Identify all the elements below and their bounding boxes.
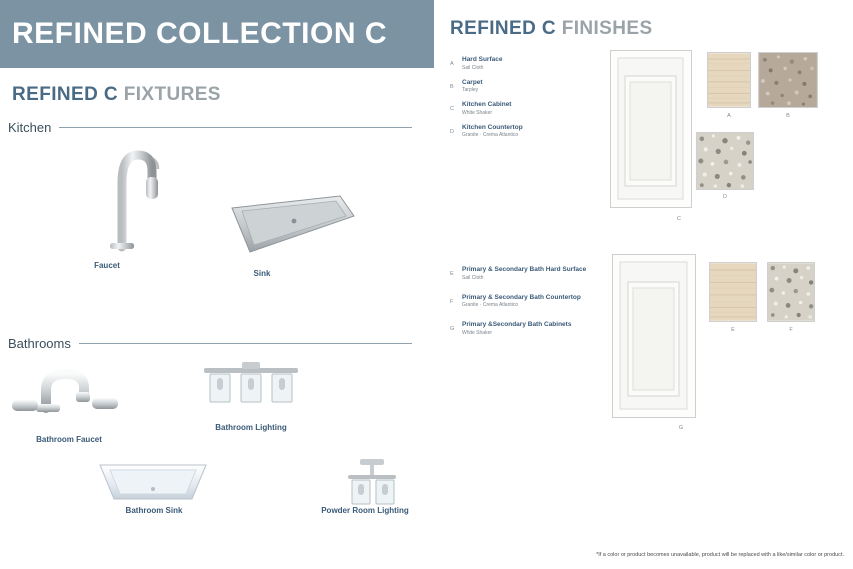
legend-item [450,294,620,310]
legend-name: Primary &Secondary Bath Cabinets [462,321,572,329]
finishes-panel [440,0,853,569]
section-rule [59,127,412,128]
swatch-hard-surface-a [707,52,751,108]
caption-faucet: Faucet [94,261,120,270]
legend-key: A [450,61,454,67]
swatch-bath-countertop-f [767,262,815,322]
kitchen-faucet-icon [80,135,170,255]
swatch-kitchen-countertop-d [696,132,754,190]
section-header-bathrooms [8,336,412,351]
legend-name: Kitchen Countertop [462,123,523,131]
legend-key: F [450,298,454,305]
legend-name: Hard Surface [462,56,503,63]
legend-key: B [450,83,454,90]
legend-item [450,266,620,282]
footnote: *If a color or product becomes unavailable, product will be replaced with a like/similar color or product. [596,552,844,558]
legend-sub: White Shaker [462,329,493,336]
bathroom-faucet-icon [10,360,125,422]
page-title: REFINED COLLECTION C [12,17,387,50]
caption-bathroom-faucet: Bathroom Faucet [36,435,102,444]
section-label-kitchen: Kitchen [8,120,52,135]
caption-bathroom-sink: Bathroom Sink [125,506,183,515]
legend-name: Kitchen Cabinet [462,101,512,109]
section-rule [79,343,412,344]
finishes-heading-light: FINISHES [561,18,653,39]
legend-sub: Sail Cloth [462,274,484,281]
legend-item [450,101,620,117]
legend-item [450,56,620,72]
legend-sub: White Shaker [462,109,493,116]
legend-item [450,79,620,95]
cabinet-door-kitchen [610,50,692,208]
swatch-label-d: D [723,194,727,200]
legend-item [450,321,620,337]
swatch-label-f: F [789,327,793,333]
caption-powder-room-lighting: Powder Room Lighting [321,506,409,515]
cabinet-door-bath [612,254,696,418]
legend-top [450,56,620,146]
kitchen-sink-icon [228,190,358,265]
section-label-bathrooms: Bathrooms [8,336,71,351]
legend-name: Primary & Secondary Bath Countertop [462,293,581,301]
legend-item [450,124,620,140]
legend-key: E [450,271,454,277]
legend-name: Primary & Secondary Bath Hard Surface [462,266,587,273]
finishes-heading-bold: REFINED C [450,18,556,39]
fixtures-heading-light: FIXTURES [123,84,221,105]
legend-bottom [450,266,620,344]
caption-sink: Sink [253,269,271,278]
fixtures-heading-bold: REFINED C [12,84,118,105]
swatch-label-b: B [786,113,790,119]
legend-sub: Tarpley [462,87,479,94]
two-light-vanity-icon [338,455,408,511]
swatch-label-g: G [678,425,684,431]
legend-sub: Sail Cloth [462,64,484,71]
swatch-label-c: C [677,216,681,222]
caption-bathroom-lighting: Bathroom Lighting [215,423,287,432]
finishes-heading [450,18,653,40]
section-header-kitchen [8,120,412,135]
legend-key: G [450,326,455,333]
legend-key: C [450,106,454,113]
banner [0,0,434,68]
legend-sub: Granite · Crema Atlantico [462,302,519,309]
fixtures-heading [12,84,221,106]
three-light-vanity-icon [196,360,306,422]
legend-key: D [450,128,454,135]
swatch-label-e: E [731,327,735,333]
legend-name: Carpet [462,78,483,86]
swatch-label-a: A [727,113,731,119]
legend-sub: Granite · Crema Atlantico [462,132,519,139]
bathroom-sink-icon [96,455,211,507]
swatch-carpet-b [758,52,818,108]
swatch-bath-hard-surface-e [709,262,757,322]
